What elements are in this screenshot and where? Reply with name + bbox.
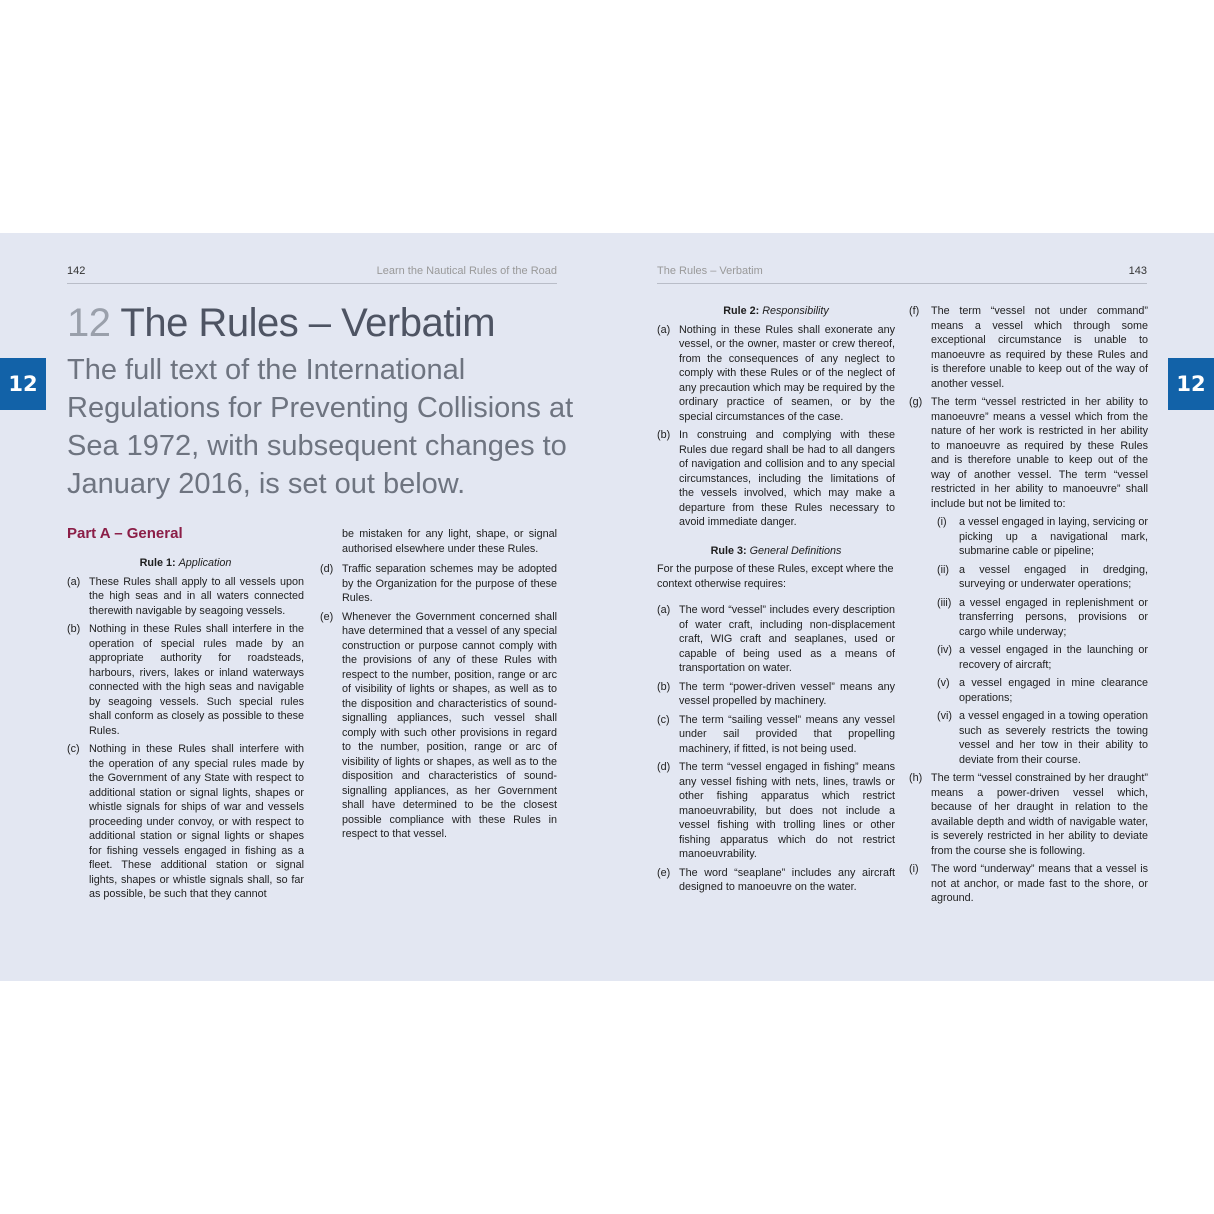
subitem-text: a vessel engaged in replenishment or transferring persons, provisions or cargo while underway; xyxy=(959,596,1148,638)
rule-3-subitem xyxy=(931,563,1148,592)
rule-2-name: Responsibility xyxy=(762,305,829,317)
item-label: (b) xyxy=(67,623,81,635)
item-label: (d) xyxy=(320,563,334,575)
left-page-number: 142 xyxy=(67,265,86,277)
subitem-text: a vessel engaged in a towing operation such as severely restricts the towing vessel and her tow in their ability to deviate from their course. xyxy=(959,710,1148,766)
item-label: (a) xyxy=(657,604,671,616)
item-label: (b) xyxy=(657,429,671,441)
rule-3-subitem xyxy=(931,709,1148,767)
rule-2-item xyxy=(657,428,895,530)
item-label: (e) xyxy=(320,610,334,623)
rule-1-item xyxy=(67,742,304,902)
item-text: The term “vessel constrained by her draught” means a power-driven vessel which, because of her draught in relation to the available depth and width of navigable water, is severely restricted in her ability to deviate from the course she is following. xyxy=(931,772,1148,857)
rule-1-item xyxy=(320,610,557,842)
right-running-title: The Rules – Verbatim xyxy=(657,265,763,277)
chapter-number: 12 xyxy=(67,301,111,345)
right-column-1 xyxy=(657,304,895,899)
item-text: Whenever the Government concerned shall have determined that a vessel of any special construction or purpose cannot comply with the provisions of any of these Rules with respect to the number, position, range or arc of visibility of lights or shapes, as well as to the disposition and characteristics of sound-signalling appliances, such vessel shall comply with such other provisions in regard to the number, position, range or arc of visibility of lights or shapes, as well as to the disposition and characteristics of sound-signalling appliances, as her Government shall have determined to be the closest possible compliance with these Rules in respect to that vessel. xyxy=(342,610,557,840)
item-text: The term “vessel restricted in her ability to manoeuvre” means a vessel which from the nature of her work is restricted in her ability to manoeuvre as required by these Rules and is therefore unable to keep out of the way of another vessel. The term “vessel restricted in her ability to manoeuvre” shall include but not be limited to: xyxy=(931,396,1148,510)
item-text: The term “sailing vessel” means any vessel under sail provided that propelling machinery, if fitted, is not being used. xyxy=(679,713,895,755)
rule-3-title xyxy=(657,544,895,559)
subitem-text: a vessel engaged in laying, servicing or picking up a navigational mark, submarine cable or pipeline; xyxy=(959,516,1148,557)
item-label: (b) xyxy=(657,680,671,693)
item-label: (a) xyxy=(67,575,81,588)
rule-3-item xyxy=(909,395,1148,511)
subitem-text: a vessel engaged in dredging, surveying or underwater operations; xyxy=(959,563,1148,590)
item-label: (c) xyxy=(657,713,670,726)
item-text: These Rules shall apply to all vessels upon the high seas and in all waters connected therewith navigable by seagoing vessels. xyxy=(89,575,304,617)
item-text: The word “vessel” includes every description of water craft, including non-displacement craft, WIG craft and seaplanes, used or capable of being used as a means of transportation on water. xyxy=(679,604,895,674)
item-text: Nothing in these Rules shall exonerate any vessel, or the owner, master or crew thereof, from the consequences of any neglect to comply with these Rules or of the neglect of any precaution which may be required by the ordinary practice of seamen, or by the special circumstances of the case. xyxy=(679,323,895,423)
rule-1-item xyxy=(320,562,557,606)
chapter-tab-left: 12 xyxy=(0,358,46,410)
right-column-2 xyxy=(909,304,1148,910)
rule-3-item xyxy=(657,680,895,709)
rule-3-name: General Definitions xyxy=(749,544,842,557)
rule-1-title xyxy=(67,556,304,571)
rule-3-item xyxy=(657,760,895,862)
rule-2-label: Rule 2: xyxy=(723,305,760,317)
subitem-label: (iv) xyxy=(937,644,952,656)
item-text: The term “power-driven vessel” means any vessel propelled by machinery. xyxy=(679,680,895,707)
chapter-title-text: The Rules – Verbatim xyxy=(120,301,496,345)
subitem-label: (v) xyxy=(937,677,950,689)
item-label: (e) xyxy=(657,866,671,879)
subitem-text: a vessel engaged in mine clearance operations; xyxy=(959,677,1148,704)
item-text: The term “vessel engaged in fishing” means any vessel fishing with nets, lines, trawls or other fishing apparatus which restrict manoeuvrability, but does not include a vessel fishing with trolling lines or other fishing apparatus which do not restrict manoeuvrability. xyxy=(679,761,895,860)
item-text: The word “seaplane” includes any aircraft designed to manoeuvre on the water. xyxy=(679,866,895,893)
rule-3-subitem xyxy=(931,676,1148,705)
rule-1-item xyxy=(67,575,304,619)
rule-1-item xyxy=(67,622,304,738)
item-text: The term “vessel not under command” means a vessel which through some exceptional circumstance is unable to manoeuvre as required by these Rules and is therefore unable to keep out of the way of another vessel. xyxy=(931,305,1148,390)
item-text: Traffic separation schemes may be adopted by the Organization for the purpose of these Rules. xyxy=(342,563,557,604)
left-running-head xyxy=(67,265,557,284)
left-running-title: Learn the Nautical Rules of the Road xyxy=(376,265,557,277)
item-label: (g) xyxy=(909,396,923,408)
item-text: Nothing in these Rules shall interfere with the operation of any special rules made by the Government of any State with respect to additional station or signal lights, shapes or whistle signals for ships of war and vessels proceeding under convoy, or with respect to additional station or signal lights or shapes for fishing vessels engaged in fishing as a fleet. These additional station or signal lights, shapes or whistle signals shall, so far as possible, be such that they cannot xyxy=(89,743,304,900)
item-label: (h) xyxy=(909,772,923,784)
continuation-text: be mistaken for any light, shape, or signal authorised elsewhere under these Rules. xyxy=(342,528,557,555)
rule-2-item xyxy=(657,323,895,425)
item-label: (c) xyxy=(67,743,80,755)
item-label: (a) xyxy=(657,323,671,336)
subitem-label: (iii) xyxy=(937,596,952,609)
part-heading: Part A – General xyxy=(67,525,183,542)
rule-3-label: Rule 3: xyxy=(710,544,747,557)
rule-3-subitem xyxy=(931,596,1148,640)
rule-1-label: Rule 1: xyxy=(139,557,176,569)
rule-3-item xyxy=(909,771,1148,858)
rule-3-item xyxy=(657,713,895,757)
rule-2-title xyxy=(657,304,895,319)
chapter-title xyxy=(67,301,495,346)
left-column-1 xyxy=(67,556,304,906)
rule-1-continuation xyxy=(320,527,557,556)
item-text: The word “underway” means that a vessel is not at anchor, or made fast to the shore, or aground. xyxy=(931,863,1148,904)
rule-1-name: Application xyxy=(178,557,232,569)
chapter-tab-right: 12 xyxy=(1168,358,1214,410)
item-label: (i) xyxy=(909,863,919,875)
item-label: (d) xyxy=(657,761,671,773)
item-text: In construing and complying with these Rules due regard shall be had to all dangers of navigation and collision and to any special circumstances, including the limitations of the vessels involved, which may make a departure from these Rules necessary to avoid immediate danger. xyxy=(679,429,895,528)
item-text: Nothing in these Rules shall interfere in the operation of special rules made by an appropriate authority for roadsteads, harbours, rivers, lakes or inland waterways connected with the high seas and navigable by seagoing vessels. Such special rules shall conform as closely as possible to these Rules. xyxy=(89,623,304,737)
chapter-intro: The full text of the International Regulations for Preventing Collisions at Sea 1972, with subsequent changes to January 2016, is set out below. xyxy=(67,354,574,500)
item-label: (f) xyxy=(909,305,920,317)
rule-3-item xyxy=(657,603,895,676)
right-page-number: 143 xyxy=(1128,265,1147,277)
rule-3-subitem xyxy=(931,515,1148,559)
rule-3-intro: For the purpose of these Rules, except where the context otherwise requires: xyxy=(657,563,894,590)
book-spread xyxy=(0,233,1214,981)
right-running-head xyxy=(657,265,1147,284)
rule-3-item xyxy=(909,862,1148,906)
left-column-2 xyxy=(320,527,557,846)
subitem-label: (ii) xyxy=(937,563,949,576)
rule-3-subitem xyxy=(931,643,1148,672)
subitem-label: (i) xyxy=(937,516,947,528)
subitem-label: (vi) xyxy=(937,710,952,722)
rule-3-item xyxy=(909,304,1148,391)
subitem-text: a vessel engaged in the launching or recovery of aircraft; xyxy=(959,644,1148,671)
rule-3-item xyxy=(657,866,895,895)
